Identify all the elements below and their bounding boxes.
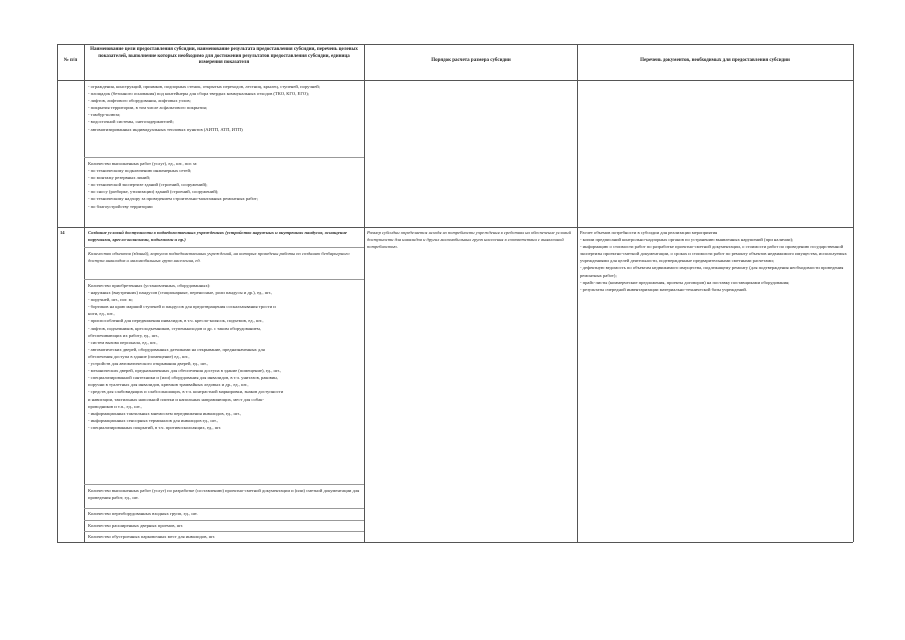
equipment-item: обеспечивающих их работу, ед., шт., xyxy=(88,332,160,338)
equipment-item: - специализированной сантехники и (или) оборудования для инвалидов, в т.ч. унитазов, раковин, xyxy=(88,375,278,381)
parking-spaces-text: Количество обустроенных парковочных мест для инвалидов, шт. xyxy=(88,534,216,539)
sub-separator xyxy=(84,520,364,521)
equipment-item: - бортиков на краю марший ступеней и пандусов для предотвращения соскальзывания трости и xyxy=(88,304,276,310)
sub-separator xyxy=(84,508,364,509)
col-border-3 xyxy=(577,44,578,542)
doc-item: - прайс-листы (коммерческие предложения, проекты договоров) на поставку поставщиками оборудования; xyxy=(580,279,790,285)
goal-text: Создание условий доступности в подведомственных учреждениях (устройство наружных и внутренних пандусов, оснащение поручнями, кресло-колясками, подъемами и пр.) xyxy=(88,230,347,243)
cont-works-list xyxy=(88,160,362,210)
cont-item: - автоматизированных индивидуальных тепловых пунктов (АИТП, АТП, ИТП) xyxy=(88,126,243,132)
equipment-item: - лифтов, подъемников, креслодъемников, ступенькоходов и др. с таким оборудованием, xyxy=(88,325,261,331)
work-item: - по сносу (разборке, утилизации) зданий (строений, сооружений); xyxy=(88,189,219,195)
equipment-item: - устройств для автоматического открывания дверей, ед., шт., xyxy=(88,361,208,367)
docs-list xyxy=(580,229,850,293)
sub-separator xyxy=(84,279,364,280)
cont-item: - площадок (бетонного основания) под контейнеры для сбора твердых коммунальных отходов (ТКО, КГО, ЕГО); xyxy=(88,91,309,97)
cont-item: - покрытия территории, в том числе асфальтового покрытия; xyxy=(88,105,207,111)
equipment-item: - информационных сенсорных терминалов для инвалидов ед., шт., xyxy=(88,417,218,423)
calc-text: Размер субсидии определяется исходя из потребности учреждения в средствах на обеспечение условий доступности для инвалидов и других маломобильных групп населения в соответствии с выявленной потребностью. xyxy=(367,230,571,250)
door-openings-text: Количество расширенных дверных проемов, шт. xyxy=(88,523,184,528)
cont-items-list xyxy=(88,83,362,133)
table-top-border xyxy=(57,44,853,45)
work-item: - по монтажу резервных линий; xyxy=(88,175,151,181)
work-item: - по благоустройству территории xyxy=(88,203,153,209)
work-count-text: Количество выполненных работ (услуг) по разработке (составлению) проектно-сметной документации и (или) сметной документации для проведения работ, ед., шт. xyxy=(88,488,360,501)
cont-item: - ограждения, конструкций, приямков, подпорных стенок, открытых переходов, лестниц, крылец, ступеней, поручней; xyxy=(88,84,321,89)
equipment-item: - средств для слабовидящих и слабослышащих, в т.ч. контрастной маркировки, знаков доступности xyxy=(88,389,284,395)
work-item: - по техническому подключению инженерных сетей; xyxy=(88,168,192,174)
equipment-item: - информационных тактильных мнемосхем передвижения инвалидов, ед., шт., xyxy=(88,410,242,416)
col-border-2 xyxy=(364,44,365,542)
equipment-item: - наружных (внутренних) пандусов (стационарные, переносные, роли пандусы и др.), ед., шт., xyxy=(88,290,273,296)
sub-separator xyxy=(84,247,364,248)
equipment-item: поручни в туалетных для инвалидов, крючков трамвайных ледовых и др., ед., шт., xyxy=(88,382,249,388)
row-number: 14 xyxy=(60,230,65,235)
header-calc: Порядок расчета размера субсидии xyxy=(431,58,511,63)
entrance-groups-text: Количество переоборудованных входных групп, ед., шт. xyxy=(88,511,198,516)
header-docs: Перечень документов, необходимых для предоставления субсидии xyxy=(640,58,790,63)
work-item: Количество выполненных работ (услуг), ед., шт., пог. м: xyxy=(88,161,198,166)
header-name: Наименование цели предоставления субсидии, наименование результата предоставления субсидии, перечень целевых показателей, выполнение которых необходимо для достижения результатов предоставления субсидии, единица измерения показателя xyxy=(90,47,358,66)
sub-separator xyxy=(84,531,364,532)
sub-separator xyxy=(84,157,364,158)
equipment-list xyxy=(88,282,362,431)
table-bottom-border xyxy=(57,542,853,543)
equipment-item: - поручней, шт., пог. м; xyxy=(88,297,133,303)
equipment-item: - специализированных покрытий, в т.ч. противоскользящих, ед., шт. xyxy=(88,424,222,430)
equipment-item: - автоматических дверей, оборудованных датчиками на открывание, предназначенных для xyxy=(88,346,265,352)
header-bottom-border xyxy=(57,80,853,81)
col-border-1 xyxy=(84,44,85,542)
equipment-item: и навигации, тактильных напольной плитки и напольных направляющих, мест для собак- xyxy=(88,396,264,402)
doc-item: - копии предписаний контрольно-надзорных органов по устранению выявленных нарушений (при наличии); xyxy=(580,237,794,243)
equipment-item: обеспечения доступа в здание (помещение) ед., шт., xyxy=(88,353,190,359)
row-separator xyxy=(57,227,853,228)
doc-item: - информацию о стоимости работ по разработке проектно-сметной документации, о стоимости работ по проведению государственной экспертизы проектно-сметной документации, о сроках и стоимости работ по ремонту объектов недвижимого имущества, используемых учреждениями для целей деятельности, подтвержденные предварительными сметными расчетами; xyxy=(580,244,847,264)
col-border-4 xyxy=(853,44,854,542)
equipment-item: ноги, ед., шт., xyxy=(88,311,115,317)
cont-item: - водосточной системы, снегозадержателей; xyxy=(88,119,174,125)
equipment-item: - систем вызова персонала, ед., шт., xyxy=(88,339,158,345)
cont-item: - лифтов, лифтового оборудования, лифтовых узлов; xyxy=(88,98,191,104)
work-item: - по техническому надзору за проведением строительно-монтажных ремонтных работ; xyxy=(88,196,259,202)
equipment-item: проводников и т.п., ед., шт., xyxy=(88,403,142,409)
equipment-item: - приспособлений для передвижения инвалидов, в т.ч. кресло-колясок, подъемов, ед., шт., xyxy=(88,318,264,324)
header-number: № п/п xyxy=(63,58,78,63)
cont-item: - тамбур-шлюза; xyxy=(88,112,121,118)
sub-separator xyxy=(84,484,364,485)
equipment-item: Количество приобретенных (установленных, оборудованных): xyxy=(88,283,211,288)
doc-item: - результаты очередной инвентаризации материально-технической базы учреждений. xyxy=(580,286,748,292)
result-text: Количество объектов (зданий), корпусов подведомственных учреждений, на которых проведены работы по созданию безбарьерного доступа инвалидов и маломобильных групп населения, ед. xyxy=(88,251,350,264)
doc-item: - дефектную ведомость по объектам недвижимого имущества, подлежащему ремонту (для подтверждения необходимости проведения ремонтных работ); xyxy=(580,265,844,278)
work-item: - по технической экспертизе зданий (строений, сооружений); xyxy=(88,182,208,188)
equipment-item: - механических дверей, предназначенных для обеспечения доступа в здание (помещение), ед., шт., xyxy=(88,368,282,374)
doc-item: Расчет объемов потребности в субсидии для реализации мероприятия xyxy=(580,230,718,235)
col-border-0 xyxy=(57,44,58,542)
